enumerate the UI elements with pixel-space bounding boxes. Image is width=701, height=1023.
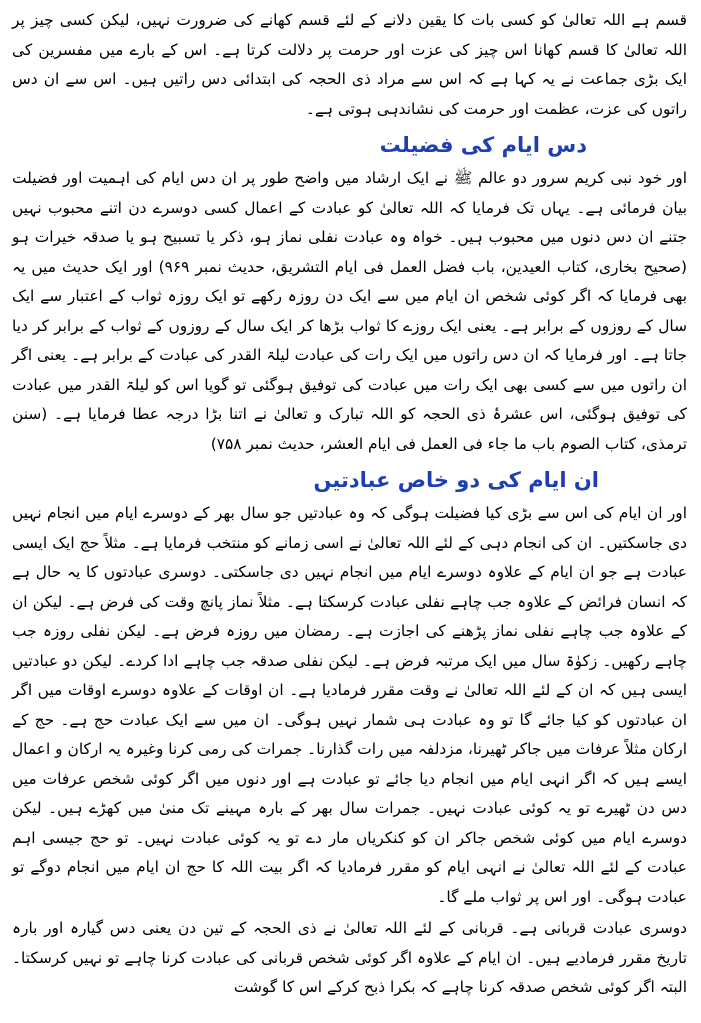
section-heading-virtues: دس ایام کی فضیلت (379, 133, 587, 157)
two-worships-paragraph: اور ان ایام کی اس سے بڑی کیا فضیلت ہوگی کہ وہ عبادتیں جو سال بھر کے دوسرے ایام میں انجام نہیں دی جاسکتیں۔ ان کی انجام دہی کے لئے اللہ تعالیٰ نے اسی زمانے کو منتخب فرمایا ہے۔ مثلاً حج ایک ایسی عبادت ہے جو ان ایام کے علاوہ دوسرے ایام میں انجام نہیں دی جاسکتی۔ دوسری عبادتوں کا یہ حال ہے کہ انسان فرائض کے علاوہ جب چاہے نفلی عبادت کرسکتا ہے۔ مثلاً نماز پانچ وقت کی فرض ہے۔ لیکن ان کے علاوہ جب چاہے نفلی نماز پڑھنے کی اجازت ہے۔ رمضان میں روزہ فرض ہے۔ لیکن نفلی روزہ جب چاہے رکھیں۔ زکوٰۃ سال میں ایک مرتبہ فرض ہے۔ لیکن نفلی صدقہ جب چاہے ادا کردے۔ لیکن دو عبادتیں ایسی ہیں کہ ان کے لئے اللہ تعالیٰ نے وقت مقرر فرمادیا ہے۔ ان اوقات کے علاوہ دوسرے اوقات میں اگر ان عبادتوں کو کیا جائے گا تو وہ عبادت ہی شمار نہیں ہوگی۔ ان میں سے ایک عبادت حج ہے۔ حج کے ارکان مثلاً عرفات میں جاکر ٹھیرنا، مزدلفہ میں رات گذارنا۔ جمرات کی رمی کرنا وغیرہ یہ ارکان و اعمال ایسے ہیں کہ اگر انہی ایام میں انجام دیا جائے تو عبادت ہے اور دنوں میں اگر کوئی شخص عرفات میں دس دن ٹھیرے تو یہ کوئی عبادت نہیں۔ جمرات سال بھر کے بارہ مہینے تک منیٰ میں کھڑے ہیں۔ لیکن دوسرے ایام میں کوئی شخص جاکر ان کو کنکریاں مار دے تو یہ کوئی عبادت نہیں۔ تو حج جیسی اہم عبادت کے لئے اللہ تعالیٰ نے انہی ایام کو مقرر فرمادیا کہ اگر بیت اللہ کا حج ان ایام میں انجام دوگے تو عبادت ہوگی۔ اور اس پر ثواب ملے گا۔ (12, 504, 687, 906)
section-heading-two-worships: ان ایام کی دو خاص عبادتیں (313, 468, 599, 492)
intro-paragraph: قسم ہے اللہ تعالیٰ کو کسی بات کا یقین دلانے کے لئے قسم کھانے کی ضرورت نہیں، لیکن کسی چیز پر اللہ تعالیٰ کا قسم کھانا اس چیز کی عزت اور حرمت پر دلالت کرتا ہے۔ اس کے بارے میں مفسرین کی ایک بڑی جماعت نے یہ کہا ہے کہ اس سے مراد ذی الحجہ کی ابتدائی دس راتیں ہیں۔ اس سے ان دس راتوں کی عزت، عظمت اور حرمت کی نشاندہی ہوتی ہے۔ (12, 11, 687, 118)
sacrifice-paragraph: دوسری عبادت قربانی ہے۔ قربانی کے لئے اللہ تعالیٰ نے ذی الحجہ کے تین دن یعنی دس گیارہ اور بارہ تاریخ مقرر فرمادیے ہیں۔ ان ایام کے علاوہ اگر کوئی شخص قربانی کی عبادت کرنا چاہے تو نہیں کرسکتا۔ البتہ اگر کوئی شخص صدقہ کرنا چاہے کہ بکرا ذبح کرکے اس کا گوشت (12, 919, 687, 996)
virtues-paragraph: اور خود نبی کریم سرور دو عالم ﷺ نے ایک ارشاد میں واضح طور پر ان دس ایام کی اہمیت اور فضیلت بیان فرمائی ہے۔ یہاں تک فرمایا کہ اللہ تعالیٰ کو عبادت کے اعمال کسی دوسرے دن اتنے محبوب نہیں جتنے ان دس دنوں میں محبوب ہیں۔ خواہ وہ عبادت نفلی نماز ہو، ذکر یا تسبیح ہو یا صدقہ خیرات ہو (صحیح بخاری، کتاب العیدین، باب فضل العمل فی ایام التشریق، حدیث نمبر ۹۶۹) اور ایک حدیث میں یہ بھی فرمایا کہ اگر کوئی شخص ان ایام میں سے ایک دن روزہ رکھے تو ایک روزہ ثواب کے اعتبار سے ایک سال کے روزوں کے برابر ہے۔ یعنی ایک روزے کا ثواب بڑھا کر ایک سال کے روزوں کے ثواب کے برابر کر دیا جاتا ہے۔ اور فرمایا کہ ان دس راتوں میں ایک رات کی عبادت لیلۃ القدر کی عبادت کے برابر ہے۔ یعنی اگر ان راتوں میں سے کسی بھی ایک رات میں عبادت کی توفیق ہوگئی تو گویا اس کو لیلۃ القدر میں عبادت کی توفیق ہوگئی، اس عشرۂ ذی الحجہ کو اللہ تبارک و تعالیٰ نے اتنا بڑا درجہ عطا فرمایا ہے۔ (سنن ترمذی، کتاب الصوم باب ما جاء فی العمل فی ایام العشر، حدیث نمبر ۷۵۸) (12, 169, 687, 453)
